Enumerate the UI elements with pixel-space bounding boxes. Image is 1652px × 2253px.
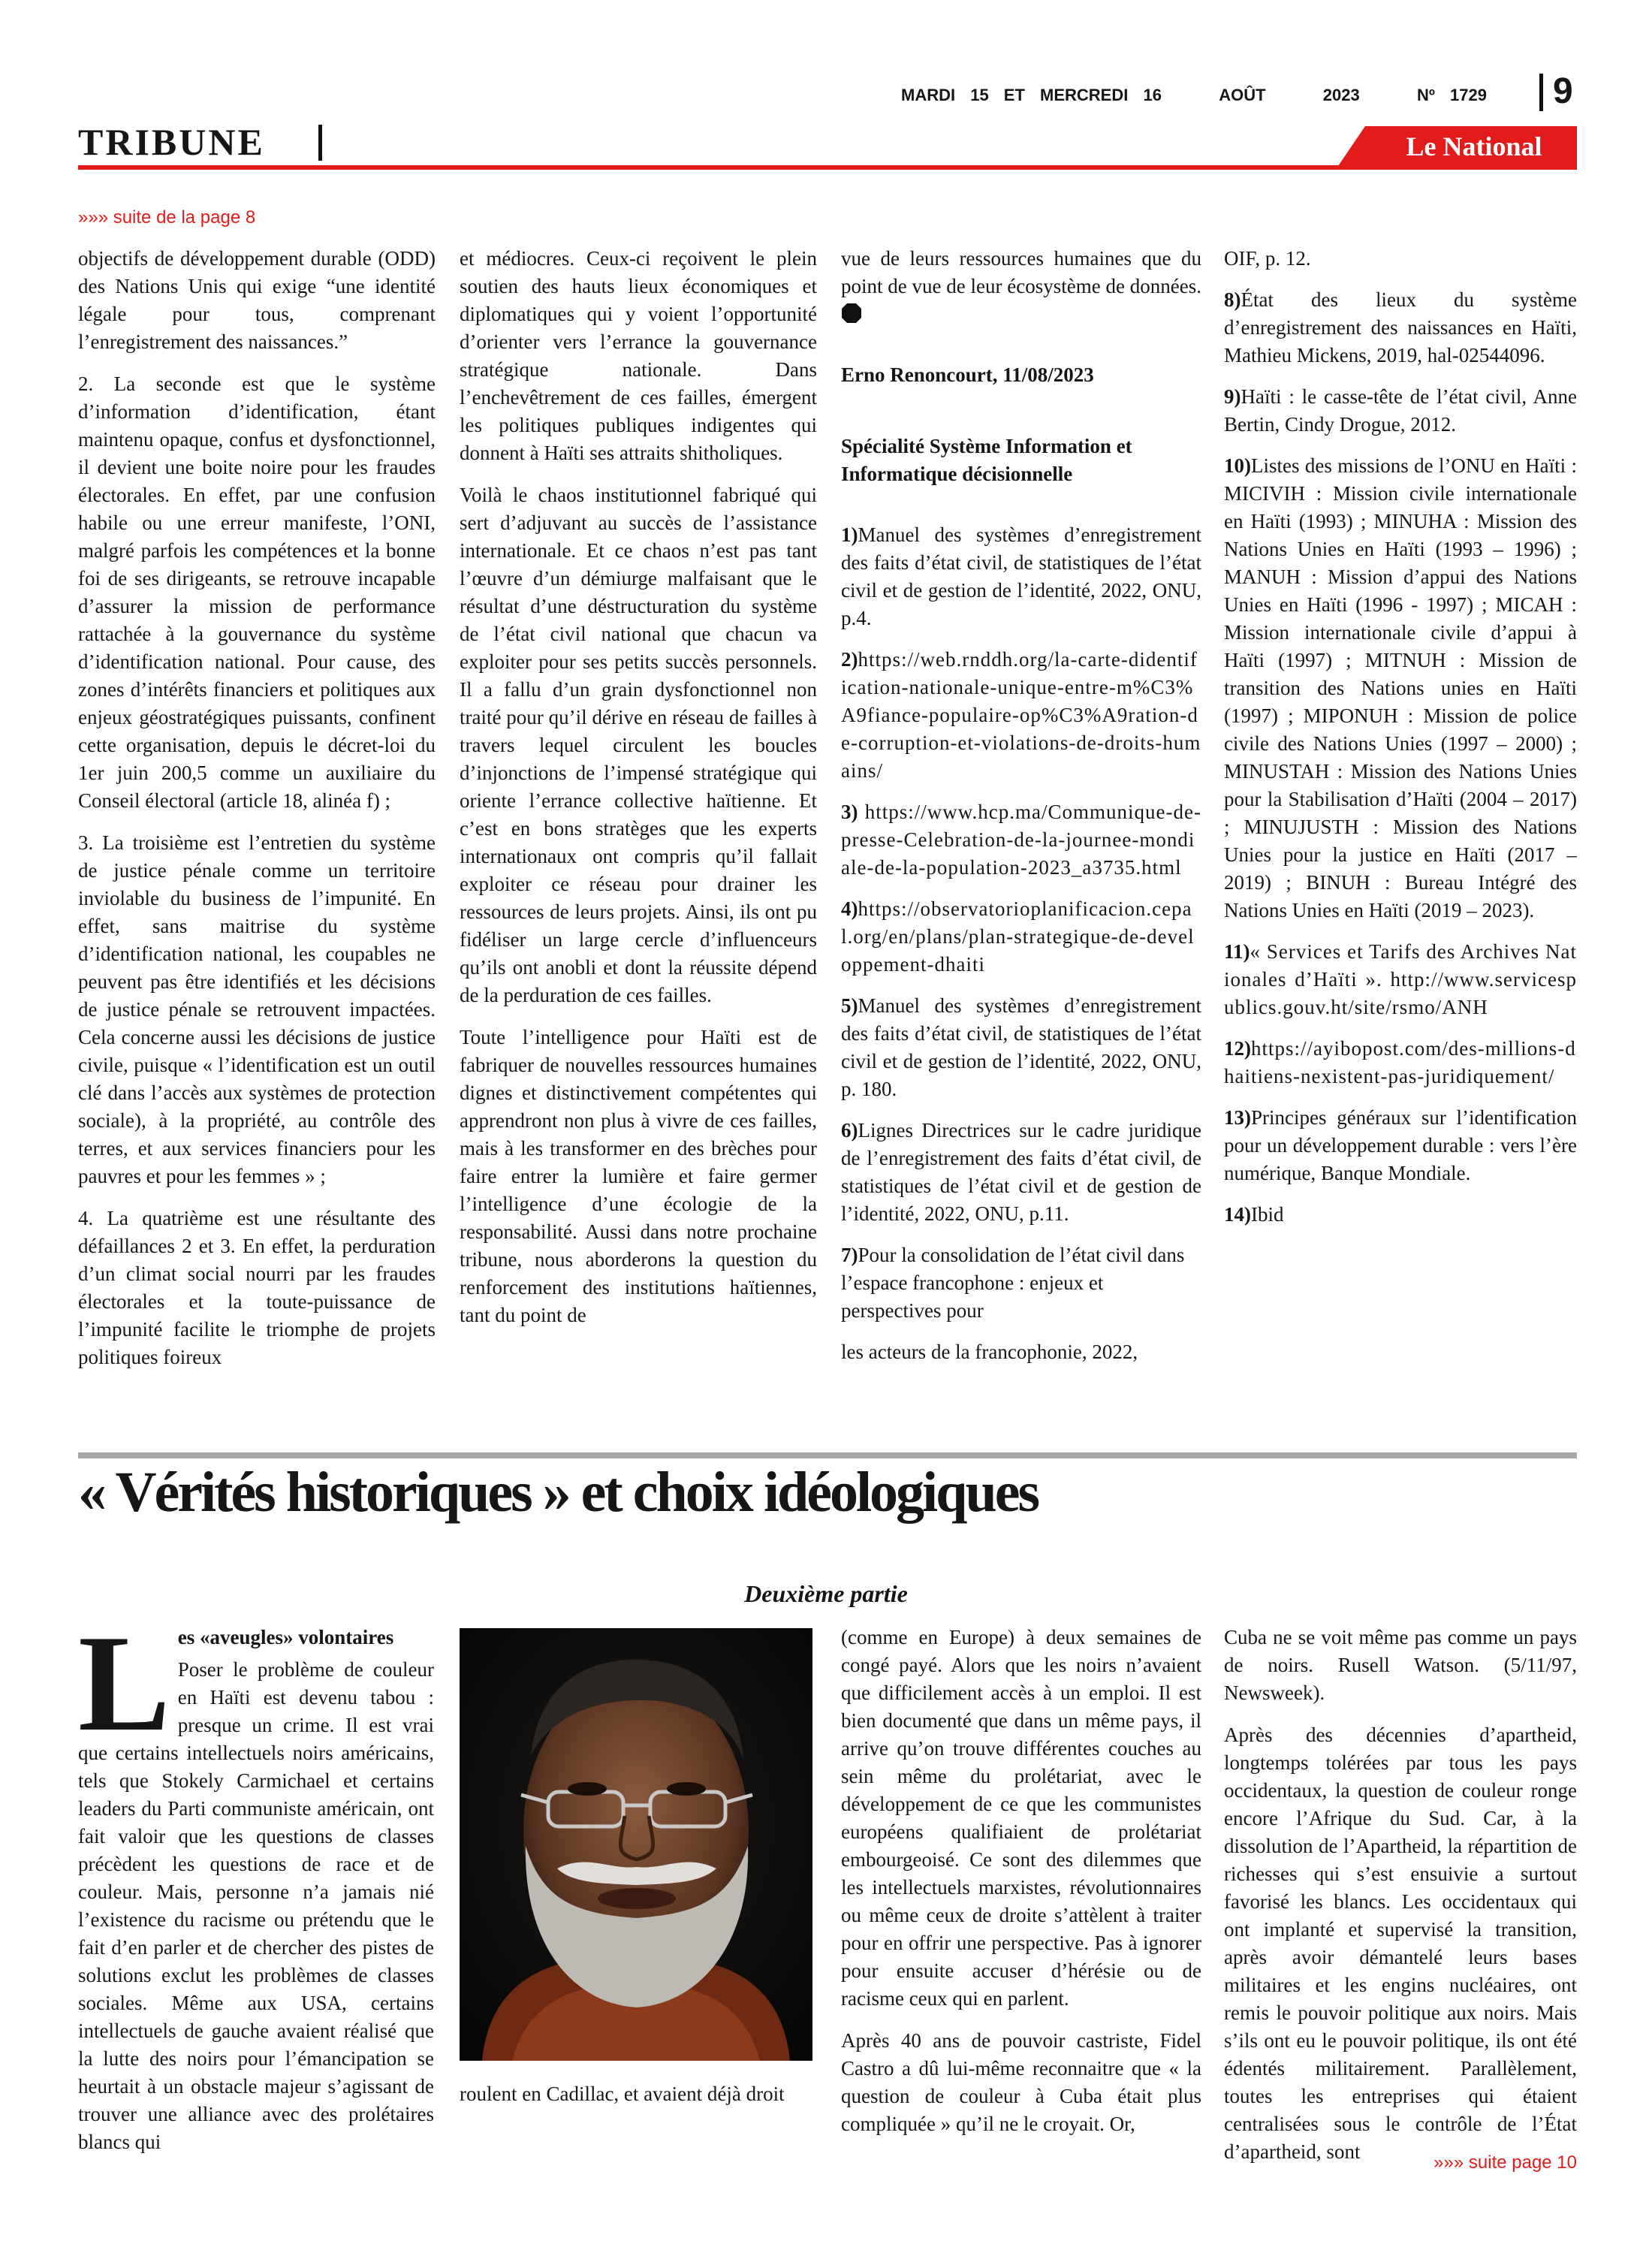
- closing-text: vue de leurs ressources humaines que du point de vue de leur écosystème de données.: [841, 247, 1201, 297]
- drop-cap: L: [78, 1606, 170, 1760]
- tribune-column-4: [1224, 245, 1577, 1242]
- section-title: TRIBUNE: [78, 121, 265, 163]
- footnote: 13)Principes généraux sur l’identification pour un développement durable : vers l’ère numérique, Banque Mondiale.: [1224, 1106, 1577, 1184]
- footnote: 14)Ibid: [1224, 1203, 1284, 1226]
- paragraph: Après des décennies d’apartheid, longtemps tolérées par tous les pays occidentaux, la question de couleur ronge encore l’Afrique du Sud. Car, à la dissolution de l’Apartheid, la répartition de richesses qui s’est ensuivie a surtout favorisé les blancs. Les occidentaux qui ont implanté et supervisé la transition, après avoir démantelé leurs bases militaires et les engins nucléaires, ont remis le pouvoir politique aux noirs. Mais s’ils ont eu le pouvoir politique, ils ont été édentés militairement. Parallèlement, toutes les entreprises qui étaient centralisées sous le contrôle de l’État d’apartheid, sont: [1224, 1724, 1577, 2163]
- footnote: 9)Haïti : le casse-tête de l’état civil, Anne Bertin, Cindy Drogue, 2012.: [1224, 385, 1577, 436]
- author-name: Erno Renoncourt, 11/08/2023: [841, 363, 1094, 386]
- footnote: 8)État des lieux du système d’enregistrement des naissances en Haïti, Mathieu Mickens, 2019, hal-02544096.: [1224, 288, 1577, 366]
- paragraph: Voilà le chaos institutionnel fabriqué qui sert d’adjuvant au succès de l’assistance internationale. Et ce chaos n’est pas tant l’œuvre d’un démiurge malfaisant que le résultat d’une déstructuration du système de l’état civil national que chacun va exploiter pour ses petits succès personnels. Il a fallu d’un grain dysfonctionnel non traité pour qu’il dérive en réseau de failles à travers lequel circulent les boucles d’injonctions de l’impensé stratégique qui oriente l’errance collective haïtienne. Et c’est en bons stratèges que les experts internationaux ont compris qu’il fallait exploiter ce réseau pour drainer les ressources de leurs projets. Ainsi, ils ont pu fidéliser un large cercle d’influenceurs qu’ils ont anobli et dont la réussite dépend de la perduration de ces failles.: [460, 484, 817, 1006]
- article-column-4: [1224, 1624, 1577, 2180]
- footnote: 6)Lignes Directrices sur le cadre juridique de l’enregistrement des faits d’état civil, de statistiques de l’état civil et de gestion de l’identité, 2022, ONU, p.11.: [841, 1119, 1201, 1225]
- paragraph: (comme en Europe) à deux semaines de congé payé. Alors que les noirs n’avaient que difficilement accès à un emploi. Il est bien documenté que dans un même pays, il arrive qu’on trouve différentes couches au sein même du prolétariat, avec le développement de ce que les communistes européens qualifiaient de prolétariat embourgeoisé. Ce sont des dilemmes que les intellectuels marxistes, révolutionnaires ou même ceux de droite s’attèlent à traiter pour en offrir une perspective. Pas à ignorer pour ensuite accuser d’hérésie ou de racisme ceux qui en parlent.: [841, 1626, 1201, 2010]
- paragraph: Cuba ne se voit même pas comme un pays de noirs. Rusell Watson. (5/11/97, Newsweek).: [1224, 1626, 1577, 1704]
- page-number: 9: [1553, 71, 1573, 111]
- portrait-illustration: [460, 1628, 812, 2061]
- paragraph: Toute l’intelligence pour Haïti est de fabriquer de nouvelles ressources humaines dignes et distinctivement compétentes qui apprendront non plus à vivre de ces failles, mais à les transformer en des brèches pour faire entrer la lumière et faire germer l’intelligence d’une écologie de la responsabilité. Aussi dans notre prochaine tribune, nous aborderons la question du renforcement des institutions haïtiennes, tant du point de: [460, 1026, 817, 1326]
- paragraph: objectifs de développement durable (ODD) des Nations Unis qui exige “une identité légale pour tous, comprenant l’enregistrement des naissances.”: [78, 247, 436, 353]
- article-column-3: [841, 1624, 1201, 2152]
- issue-number: Nº 1729: [1416, 86, 1487, 104]
- section-title-rule: [318, 125, 322, 161]
- dateline: [901, 86, 1487, 105]
- article-kicker: Deuxième partie: [744, 1580, 908, 1607]
- end-mark-icon: [841, 303, 862, 324]
- page-number-rule: [1539, 74, 1543, 111]
- continued-to-label: »»» suite page 10: [1433, 2152, 1577, 2173]
- footnote: 1)Manuel des systèmes d’enregistrement des faits d’état civil, de statistiques de l’état civil et de gestion de l’identité, 2022, ONU, p.4.: [841, 523, 1201, 629]
- header-rule: [78, 165, 1577, 170]
- paragraph: Après 40 ans de pouvoir castriste, Fidel Castro a dû lui-même reconnaitre que « la question de couleur à Cuba était plus compliquée » qu’il ne le croyait. Or,: [841, 2029, 1201, 2135]
- paragraph: [841, 245, 1201, 328]
- footnote: 12)https://ayibopost.com/des-millions-dhaitiens-nexistent-pas-juridiquement/: [1224, 1037, 1576, 1087]
- article-headline: « Vérités historiques » et choix idéologiques: [78, 1461, 1039, 1524]
- photo-caption-text: roulent en Cadillac, et avaient déjà droit: [460, 2083, 785, 2105]
- footnote: 5)Manuel des systèmes d’enregistrement des faits d’état civil, de statistiques de l’état civil et de gestion de l’identité, 2022, ONU, p. 180.: [841, 994, 1201, 1100]
- tribune-column-1: [78, 245, 436, 1386]
- tribune-column-2: [460, 245, 817, 1344]
- footnote: 11)« Services et Tarifs des Archives Nationales d’Haïti ». http://www.servicespublics.gouv.ht/site/rsmo/ANH: [1224, 940, 1577, 1018]
- dateline-year: 2023: [1322, 86, 1360, 104]
- paragraph: 2. La seconde est que le système d’information d’identification, étant maintenu opaque, confus et dysfonctionnel, il devient une boite noire pour les fraudes électorales. En effet, par une confusion habile ou une erreur manifeste, l’ONI, malgré parfois les compétences et la bonne foi de ses dirigeants, se retrouve incapable d’assurer la mission de performance rattachée à la gouvernance du système d’identification national. Pour cause, des zones d’intérêts financiers et politiques aux enjeux géostratégiques puissants, confinent cette organisation, depuis le décret-loi du 1er juin 200,5 comme un auxiliaire du Conseil électoral (article 18, alinéa f) ;: [78, 372, 436, 812]
- footnote: 7)Pour la consolidation de l’état civil dans l’espace francophone : enjeux et perspectives pour: [841, 1244, 1185, 1322]
- paragraph: 4. La quatrième est une résultante des défaillances 2 et 3. En effet, la perduration d’un climat social nourri par les fraudes électorales et la toute-puissance de l’impunité facilite le triomphe de projets politiques foireux: [78, 1207, 436, 1368]
- article-subhead: es «aveugles» volontaires: [177, 1626, 394, 1648]
- author-photo: [460, 1628, 812, 2061]
- footnote: OIF, p. 12.: [1224, 247, 1311, 270]
- paragraph: 3. La troisième est l’entretien du système de justice pénale comme un territoire inviolable du business de l’impunité. En effet, sans maitrise du système d’identification national, les coupables ne peuvent pas être identifiés et les décisions de justice pénale se retrouvent impactées. Cela concerne aussi les décisions de justice civile, puisque « l’identification est un outil clé dans l’accès aux systèmes de protection sociale), à la propriété, au contrôle des terres, et aux services financiers pour les pauvres et pour les femmes » ;: [78, 831, 436, 1187]
- footnote: les acteurs de la francophonie, 2022,: [841, 1341, 1138, 1363]
- author-title: Spécialité Système Information et Informatique décisionnelle: [841, 435, 1132, 485]
- footnote: 10)Listes des missions de l’ONU en Haïti : MICIVIH : Mission civile internationale en Haïti (1993) ; MINUHA : Mission des Nations Unies en Haïti (1993 – 1996) ; MANUH : Mission d’appui des Nations Unies en Haïti (1996 - 1997) ; MICAH : Mission internationale civile d’appui à Haïti (1997) ; MITNUH : Mission de transition des Nations unies en Haïti (1997) ; MIPONUH : Mission de police civile des Nations Unies (1997 – 2000) ; MINUSTAH : Mission des Nations Unies pour la Stabilisation d’Haïti (2004 – 2017) ; MINUJUSTH : Mission des Nations Unies pour la justice en Haïti (2017 – 2019) ; BINUH : Bureau Intégré des Nations Unies en Haïti (2019 – 2023).: [1224, 454, 1577, 921]
- paragraph: Poser le problème de couleur en Haïti est devenu tabou : presque un crime. Il est vrai que certains intellectuels noirs américains, tels que Stokely Carmichael et certains leaders du Parti communiste américain, ont fait valoir que les questions de classes précèdent les questions de race et de couleur. Mais, personne n’a jamais nié l’existence du racisme ou prétendu que le fait d’en parler et de chercher des pistes de solutions exclut les problèmes de classes sociales. Même aux USA, certains intellectuels de gauche avaient réalisé que la lutte des noirs pour l’émancipation se heurtait à un obstacle majeur s’agissant de trouver une alliance avec des prolétaires blancs qui: [78, 1658, 434, 2153]
- section-divider: [78, 1452, 1577, 1458]
- footnote: 4)https://observatorioplanificacion.cepal.org/en/plans/plan-strategique-de-developpement-dhaiti: [841, 897, 1195, 976]
- footnote: 3) https://www.hcp.ma/Communique-de-presse-Celebration-de-la-journee-mondiale-de-la-population-2023_a3735.html: [841, 801, 1201, 879]
- dateline-days: MARDI 15 ET MERCREDI 16: [901, 86, 1162, 104]
- continued-from-label: »»» suite de la page 8: [78, 207, 256, 228]
- article-column-1: [78, 1606, 434, 2170]
- footnote: 2)https://web.rnddh.org/la-carte-didentification-nationale-unique-entre-m%C3%A9fiance-populaire-op%C3%A9ration-de-corruption-et-violations-de-droits-humains/: [841, 648, 1201, 782]
- paragraph: et médiocres. Ceux-ci reçoivent le plein soutien des hauts lieux économiques et diplomatiques qui y voient l’opportunité d’orienter vers l’errance la gouvernance stratégique nationale. Dans l’enchevêtrement de ces failles, émergent les politiques publiques indigentes qui donnent à Haïti ses attraits shitholiques.: [460, 247, 817, 464]
- dateline-month: AOÛT: [1219, 86, 1266, 104]
- tribune-column-3: [841, 245, 1201, 1380]
- publication-name: Le National: [1406, 131, 1542, 161]
